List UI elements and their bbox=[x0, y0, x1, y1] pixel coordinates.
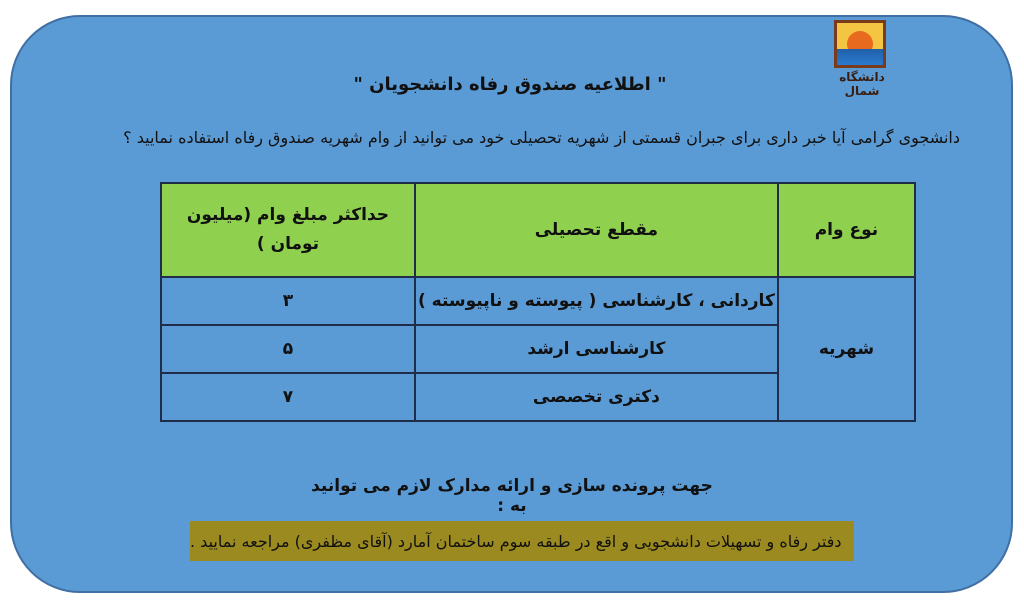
header-loan-type: نوع وام bbox=[778, 183, 915, 277]
table-header-row bbox=[161, 183, 915, 277]
amount-cell: ۳ bbox=[161, 277, 415, 325]
logo-text: دانشگاه شمال bbox=[839, 70, 885, 98]
header-education-level: مقطع تحصیلی bbox=[415, 183, 778, 277]
level-cell: کارشناسی ارشد bbox=[415, 325, 778, 373]
amount-cell: ۷ bbox=[161, 373, 415, 421]
level-cell: کاردانی ، کارشناسی ( پیوسته و ناپیوسته ) bbox=[415, 277, 778, 325]
intro-text: دانشجوی گرامی آیا خبر داری برای جبران قسمتی از شهریه تحصیلی خود می توانید از وام شهریه صندوق رفاه استفاده نمایید ؟ bbox=[123, 128, 960, 147]
university-logo bbox=[824, 16, 900, 98]
office-info-banner bbox=[190, 521, 854, 561]
header-max-amount: حداکثر مبلغ وام (میلیون تومان ) bbox=[161, 183, 415, 277]
loan-type-cell: شهریه bbox=[778, 277, 915, 421]
logo-emblem-icon bbox=[834, 20, 886, 68]
table-row bbox=[161, 277, 915, 325]
instructions-heading: جهت پرونده سازی و ارائه مدارک لازم می توانید به : bbox=[311, 476, 713, 516]
office-info-text: دفتر رفاه و تسهیلات دانشجویی و اقع در طبقه سوم ساختمان آمارد (آقای مظفری) مراجعه نمایید . bbox=[190, 531, 842, 551]
loan-table bbox=[160, 182, 916, 422]
level-cell: دکتری تخصصی bbox=[415, 373, 778, 421]
page-title: " اطلاعیه صندوق رفاه دانشجویان " bbox=[353, 74, 667, 95]
amount-cell: ۵ bbox=[161, 325, 415, 373]
